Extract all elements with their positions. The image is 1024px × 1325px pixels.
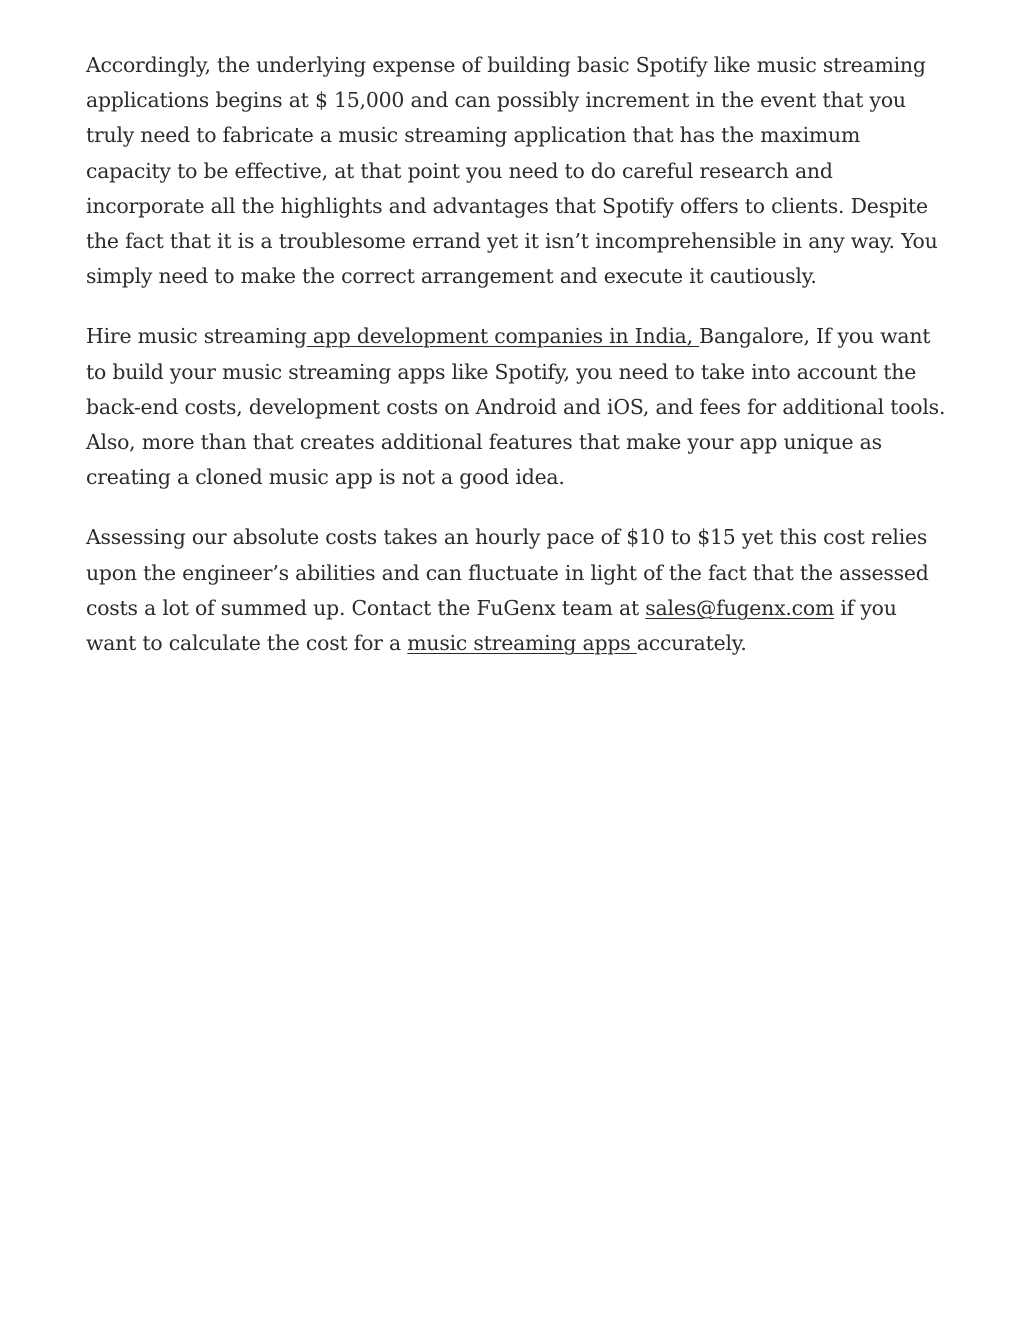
paragraph-hire-developers (86, 319, 946, 495)
app-development-companies-link[interactable]: app development companies in India, (306, 324, 700, 349)
paragraph-hourly-costs-lead: Assessing our absolute costs takes an hourly pace of $10 to $15 yet this cost relies upon the engineer’s abilities and can fluctuate in light of the fact that the assessed costs a lot of summed up. Contact the FuGenx team at (86, 525, 929, 620)
paragraph-hourly-costs-end: accurately. (636, 631, 747, 656)
paragraph-cost-overview (86, 48, 946, 294)
paragraph-cost-overview-text: Accordingly, the underlying expense of building basic Spotify like music streaming applications begins at $ 15,000 and can possibly increment in the event that you truly need to fabricate a music streaming application that has the maximum capacity to be effective, at that point you need to do careful research and incorporate all the highlights and advantages that Spotify offers to clients. Despite the fact that it is a troublesome errand yet it isn’t incomprehensible in any way. You simply need to make the correct arrangement and execute it cautiously. (86, 53, 938, 289)
paragraph-hourly-costs-middle: if you want to calculate the cost for a (86, 595, 897, 656)
sales-email-link[interactable]: sales@fugenx.com (645, 595, 835, 620)
article-body (86, 48, 946, 686)
music-streaming-apps-link[interactable]: music streaming apps (407, 631, 637, 656)
paragraph-hourly-costs (86, 520, 946, 661)
paragraph-hire-developers-body: Bangalore, If you want to build your music streaming apps like Spotify, you need to take into account the back-end costs, development costs on Android and iOS, and fees for additional tools. Also, more than that creates additional features that make your app unique as creating a cloned music app is not a good idea. (86, 324, 946, 490)
paragraph-hire-developers-lead: Hire music streaming (86, 324, 307, 349)
